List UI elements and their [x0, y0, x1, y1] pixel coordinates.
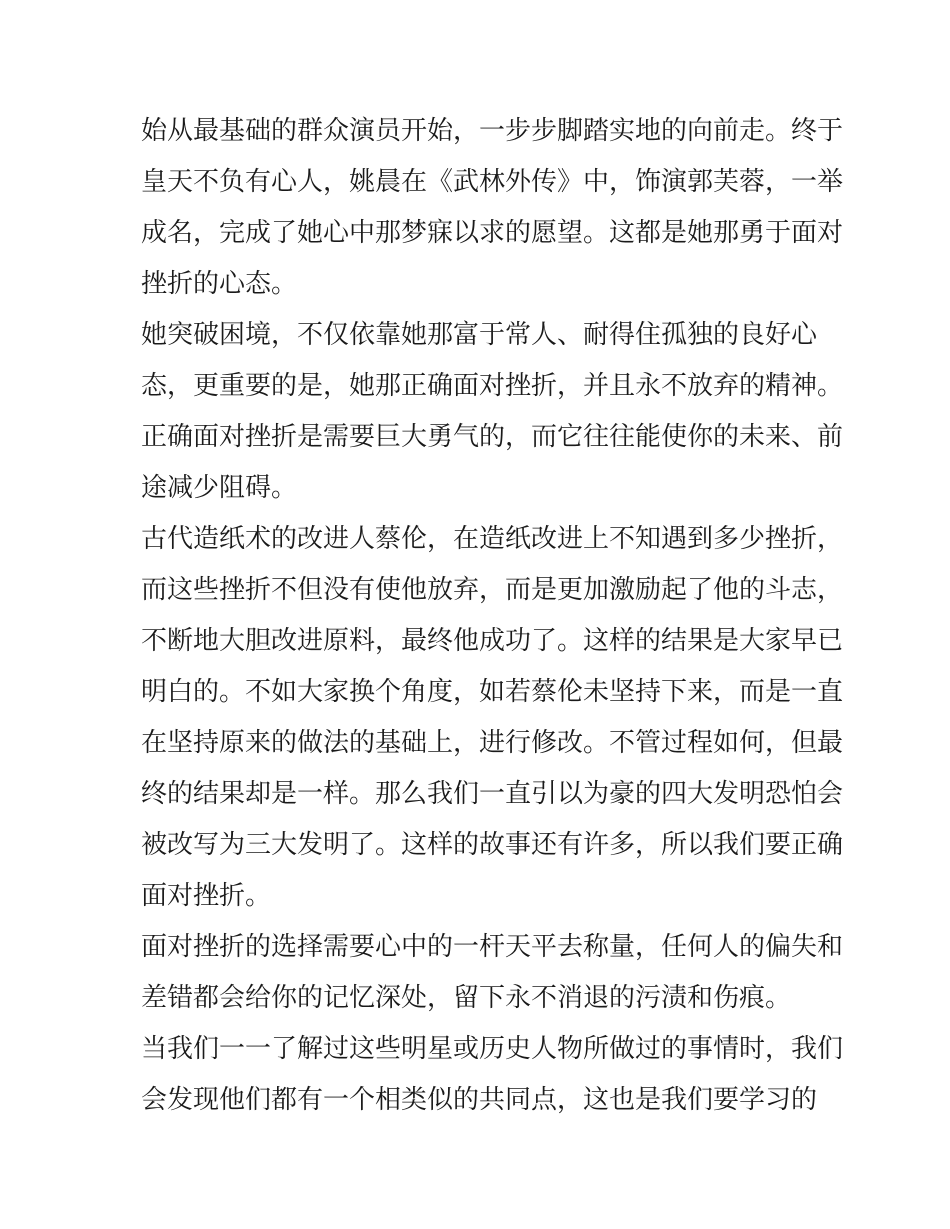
text-line: 古代造纸术的改进人蔡伦，在造纸改进上不知遇到多少挫折，	[141, 524, 844, 554]
text-line: 面对挫折的选择需要心中的一杆天平去称量，任何人的偏失和	[141, 932, 844, 962]
text-line: 始从最基础的群众演员开始，一步步脚踏实地的向前走。终于	[141, 116, 844, 146]
text-line: 正确面对挫折是需要巨大勇气的，而它往往能使你的未来、前	[141, 422, 844, 452]
text-line: 途减少阻碍。	[141, 473, 298, 503]
text-line: 在坚持原来的做法的基础上，进行修改。不管过程如何，但最	[141, 728, 844, 758]
text-line: 而这些挫折不但没有使他放弃，而是更加激励起了他的斗志，	[141, 575, 844, 605]
text-line: 面对挫折。	[141, 881, 272, 911]
text-line: 皇天不负有心人，姚晨在《武林外传》中，饰演郭芙蓉，一举	[141, 167, 844, 197]
body-text	[141, 106, 844, 1126]
text-line: 她突破困境，不仅依靠她那富于常人、耐得住孤独的良好心	[141, 320, 818, 350]
text-line: 态，更重要的是，她那正确面对挫折，并且永不放弃的精神。	[141, 371, 844, 401]
text-line: 成名，完成了她心中那梦寐以求的愿望。这都是她那勇于面对	[141, 218, 844, 248]
text-line: 差错都会给你的记忆深处，留下永不消退的污渍和伤痕。	[141, 983, 792, 1013]
text-line: 被改写为三大发明了。这样的故事还有许多，所以我们要正确	[141, 830, 844, 860]
text-line: 挫折的心态。	[141, 269, 298, 299]
text-line: 明白的。不如大家换个角度，如若蔡伦未坚持下来，而是一直	[141, 677, 844, 707]
text-line: 不断地大胆改进原料，最终他成功了。这样的结果是大家早已	[141, 626, 844, 656]
text-line: 当我们一一了解过这些明星或历史人物所做过的事情时，我们	[141, 1034, 844, 1064]
text-line: 终的结果却是一样。那么我们一直引以为豪的四大发明恐怕会	[141, 779, 844, 809]
text-line: 会发现他们都有一个相类似的共同点，这也是我们要学习的	[141, 1085, 818, 1115]
